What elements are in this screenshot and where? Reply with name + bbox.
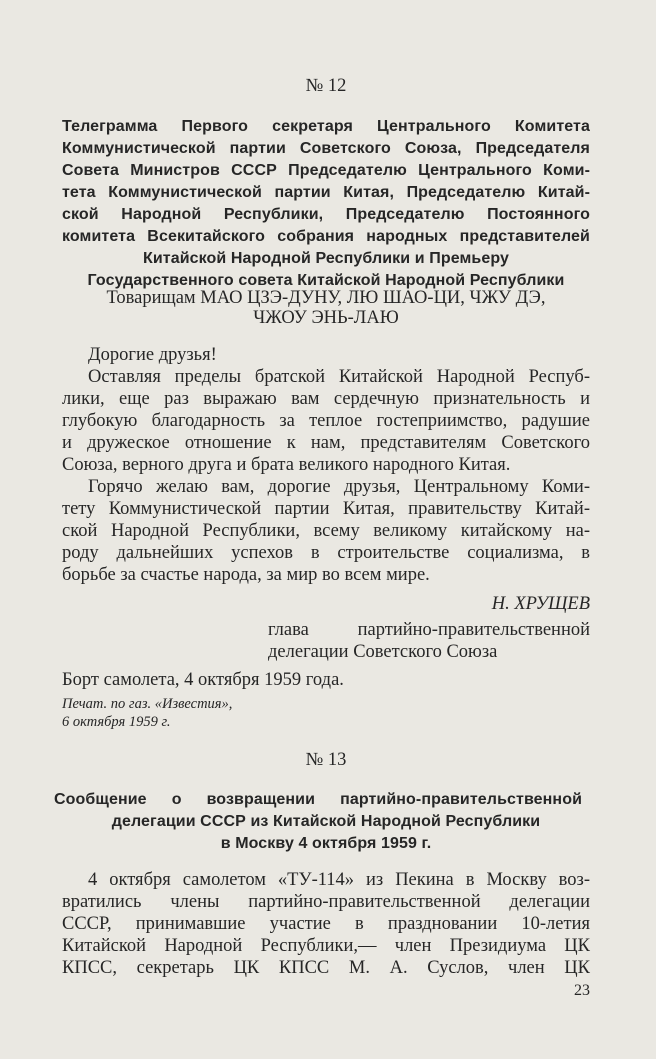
text-line: тету Коммунистической партии Китая, правительству Китай- xyxy=(62,499,590,519)
title-line: Совета Министров СССР Председателю Центрального Коми- xyxy=(62,162,590,179)
document-number: № 13 xyxy=(305,750,347,770)
text-line: лики, еще раз выражаю вам сердечную признательность и xyxy=(62,389,590,409)
source-note: Печат. по газ. «Известия», xyxy=(62,696,233,712)
title-line: комитета Всекитайского собрания народных представителей xyxy=(62,228,590,245)
signature-title: делегации Советского Союза xyxy=(268,642,498,662)
document-number: № 12 xyxy=(305,76,347,96)
title-line: Сообщение о возвращении партийно-правительственной xyxy=(54,791,582,808)
addressee-line: ЧЖОУ ЭНЬ-ЛАЮ xyxy=(253,308,399,328)
title-line: Коммунистической партии Советского Союза, Председателя xyxy=(62,140,590,157)
text-line: Союза, верного друга и брата великого народного Китая. xyxy=(62,455,511,475)
text-line: и дружеское отношение к нам, представителям Советского xyxy=(62,433,590,453)
title-line: тета Коммунистической партии Китая, Председателю Китай- xyxy=(62,184,590,201)
place-date: Борт самолета, 4 октября 1959 года. xyxy=(62,670,344,690)
title-line: Государственного совета Китайской Народной Республики xyxy=(87,272,565,289)
text-line: КПСС, секретарь ЦК КПСС М. А. Суслов, член ЦК xyxy=(62,958,590,978)
text-line: 4 октября самолетом «ТУ-114» из Пекина в Москву воз- xyxy=(88,870,590,890)
addressee-line: Товарищам МАО ЦЗЭ-ДУНУ, ЛЮ ШАО-ЦИ, ЧЖУ ДЭ, xyxy=(106,288,546,308)
source-note: 6 октября 1959 г. xyxy=(62,714,171,730)
text-line: ской Народной Республики, всему великому китайскому на- xyxy=(62,521,590,541)
title-line: делегации СССР из Китайской Народной Республики xyxy=(111,813,541,830)
text-line: Китайской Народной Республики,— член Президиума ЦК xyxy=(62,936,590,956)
text-line: СССР, принимавшие участие в праздновании 10-летия xyxy=(62,914,590,934)
text-line: Горячо желаю вам, дорогие друзья, Центральному Коми- xyxy=(88,477,590,497)
text-line: Оставляя пределы братской Китайской Народной Респуб- xyxy=(88,367,590,387)
signature: Н. ХРУЩЕВ xyxy=(491,594,590,614)
text-line: борьбе за счастье народа, за мир во всем мире. xyxy=(62,565,430,585)
text-line: вратились члены партийно-правительственной делегации xyxy=(62,892,590,912)
salutation: Дорогие друзья! xyxy=(88,345,217,365)
title-line: ской Народной Республики, Председателю Постоянного xyxy=(62,206,590,223)
text-line: роду дальнейших успехов в строительстве социализма, в xyxy=(62,543,590,563)
page-number: 23 xyxy=(574,982,590,999)
title-line: Китайской Народной Республики и Премьеру xyxy=(142,250,510,267)
title-line: Телеграмма Первого секретаря Центрального Комитета xyxy=(62,118,590,135)
signature-title: глава партийно-правительственной xyxy=(268,620,590,640)
title-line: в Москву 4 октября 1959 г. xyxy=(220,835,432,852)
text-line: глубокую благодарность за теплое гостеприимство, радушие xyxy=(62,411,590,431)
